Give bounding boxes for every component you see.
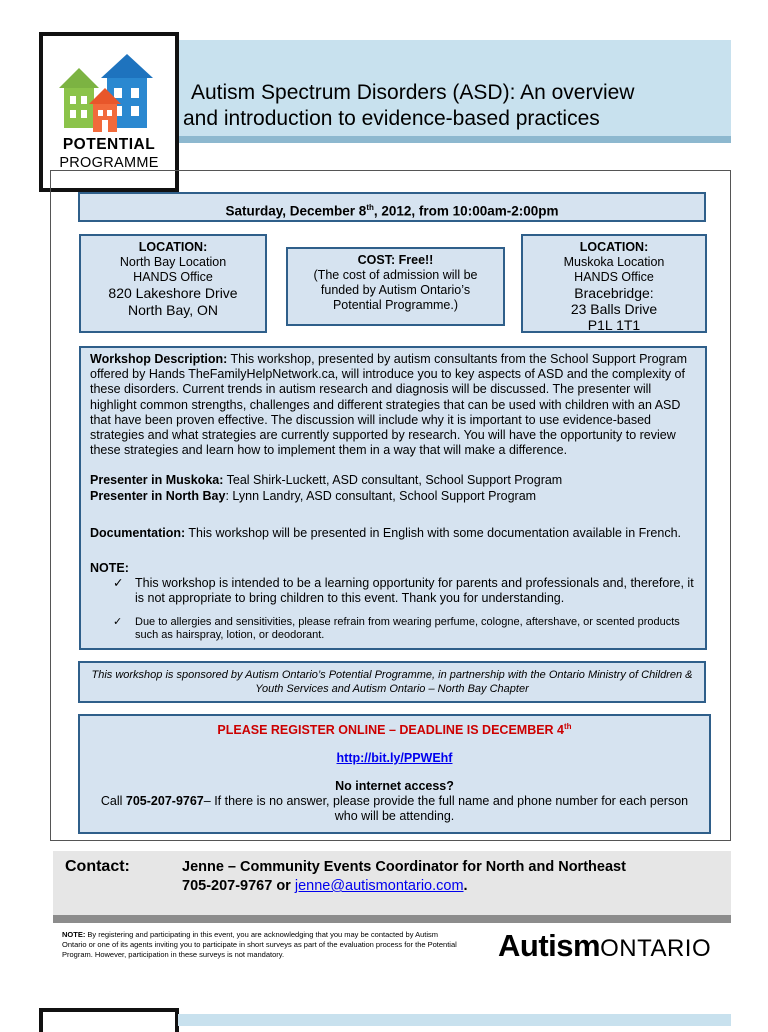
logo-word-potential: POTENTIAL	[62, 136, 156, 153]
logo-word-programme: PROGRAMME	[59, 155, 159, 171]
page-title	[183, 80, 723, 132]
location-line: HANDS Office	[574, 270, 654, 284]
register-box	[78, 714, 711, 834]
note-item	[90, 616, 696, 643]
location-postal: P1L 1T1	[587, 317, 641, 333]
call-text: – If there is no answer, please provide the full name and phone number for each person who will be attending.	[203, 794, 689, 824]
contact-line-1: Jenne – Community Events Coordinator for North and Northeast	[182, 859, 626, 875]
houses-icon	[57, 54, 161, 134]
location-heading: LOCATION:	[138, 240, 208, 254]
workshop-description-box	[79, 346, 707, 650]
header-underline	[178, 136, 731, 143]
event-date-suffix: , 2012, from 10:00am-2:00pm	[373, 203, 559, 219]
contact-period: .	[463, 878, 468, 894]
location-line: North Bay Location	[119, 255, 227, 269]
register-heading-text: PLEASE REGISTER ONLINE – DEADLINE IS DECEMBER 4	[217, 723, 565, 738]
note-heading: NOTE:	[90, 561, 129, 576]
call-prefix: Call	[100, 794, 126, 809]
contact-phone: 705-207-9767 or	[182, 878, 295, 894]
presenter-muskoka-text: Teal Shirk-Luckett, ASD consultant, School Support Program	[223, 473, 563, 488]
presenter-muskoka	[90, 473, 696, 488]
next-page-logo-edge	[39, 1008, 179, 1032]
footnote	[62, 930, 462, 960]
register-phone: 705-207-9767	[125, 794, 204, 809]
footnote-text: By registering and participating in this event, you are acknowledging that you may be contacted by Autism Ontario or one of its agents inviting you to participate in short surveys as part of the evaluation process for the Potential Program. However, participation in these surveys is not mandatory.	[62, 930, 457, 959]
register-heading-sup: th	[564, 722, 572, 731]
documentation	[90, 526, 696, 541]
cost-box	[286, 247, 505, 326]
cost-line: Potential Programme.)	[332, 298, 459, 312]
presenter-north-bay	[90, 489, 696, 504]
location-line: Muskoka Location	[563, 255, 665, 269]
location-city: North Bay, ON	[128, 302, 218, 318]
cost-line: (The cost of admission will be	[313, 268, 478, 282]
event-date-prefix: Saturday, December 8	[225, 203, 367, 219]
contact-details	[182, 858, 626, 896]
location-north-bay	[79, 234, 267, 333]
logo-ontario: ONTARIO	[600, 935, 712, 962]
location-line: HANDS Office	[133, 270, 213, 284]
call-instructions	[80, 794, 709, 824]
autism-ontario-logo	[498, 928, 711, 964]
location-heading: LOCATION:	[579, 240, 649, 254]
presenter-muskoka-label: Presenter in Muskoka:	[90, 473, 224, 488]
title-line-1: Autism Spectrum Disorders (ASD): An overview	[191, 81, 635, 104]
no-internet-heading: No internet access?	[335, 779, 454, 794]
checkmark-icon: ✓	[113, 615, 123, 628]
cost-heading: COST: Free!!	[357, 253, 434, 267]
event-date-box	[78, 192, 706, 222]
location-line: Bracebridge:	[574, 285, 654, 301]
logo-autism: Autism	[498, 928, 601, 963]
footer-divider	[53, 915, 731, 923]
presenter-north-bay-label: Presenter in North Bay	[90, 488, 226, 503]
sponsor-box	[78, 661, 706, 703]
contact-line-2	[182, 877, 626, 896]
workshop-description	[90, 352, 696, 458]
footnote-label: NOTE:	[62, 930, 86, 939]
presenter-north-bay-text: : Lynn Landry, ASD consultant, School Support Program	[225, 488, 537, 503]
sponsor-text: This workshop is sponsored by Autism Ontario’s Potential Programme, in partnership with the Ontario Ministry of Children & Youth Services and Autism Ontario – North Bay Chapter	[91, 669, 693, 695]
description-text: This workshop, presented by autism consultants from the School Support Program offered by Hands TheFamilyHelpNetwork.ca, will introduce you to key aspects of ASD and the complexity of these disorders. Current trends in autism research and diagnosis will be discussed. The presenter will highlight common strengths, challenges and different strategies that can be used with children with an ASD that have been proven effective. The discussion will include why it is important to use evidence-based strategies and what strategies are currently supported by research. You will have the opportunity to review these strategies and learn how to implement them in a way that will make a difference.	[90, 352, 687, 458]
potential-programme-logo	[39, 32, 179, 192]
location-muskoka	[521, 234, 707, 333]
register-link[interactable]: http://bit.ly/PPWEhf	[336, 751, 453, 766]
documentation-label: Documentation:	[90, 525, 186, 540]
description-label: Workshop Description:	[90, 352, 228, 366]
contact-email-link[interactable]: jenne@autismontario.com	[294, 878, 464, 894]
register-heading	[80, 719, 709, 738]
next-page-header-band	[178, 1014, 731, 1026]
note-text: Due to allergies and sensitivities, please refrain from wearing perfume, cologne, aftershave, or scented products such as hairspray, lotion, or deodorant.	[135, 615, 680, 642]
location-address: 23 Balls Drive	[570, 301, 658, 317]
location-address: 820 Lakeshore Drive	[108, 285, 238, 301]
note-text: This workshop is intended to be a learning opportunity for parents and professionals and, therefore, it is not appropriate to bring children to this event. Thank you for understanding.	[135, 576, 694, 606]
event-date-sup: th	[366, 203, 374, 212]
note-item	[90, 576, 696, 606]
cost-line: funded by Autism Ontario’s	[320, 283, 471, 297]
register-link-row	[80, 751, 709, 766]
checkmark-icon: ✓	[113, 576, 124, 591]
contact-label: Contact:	[65, 858, 130, 875]
documentation-text: This workshop will be presented in English with some documentation available in French.	[185, 525, 682, 540]
title-line-2: and introduction to evidence-based practices	[183, 107, 600, 130]
